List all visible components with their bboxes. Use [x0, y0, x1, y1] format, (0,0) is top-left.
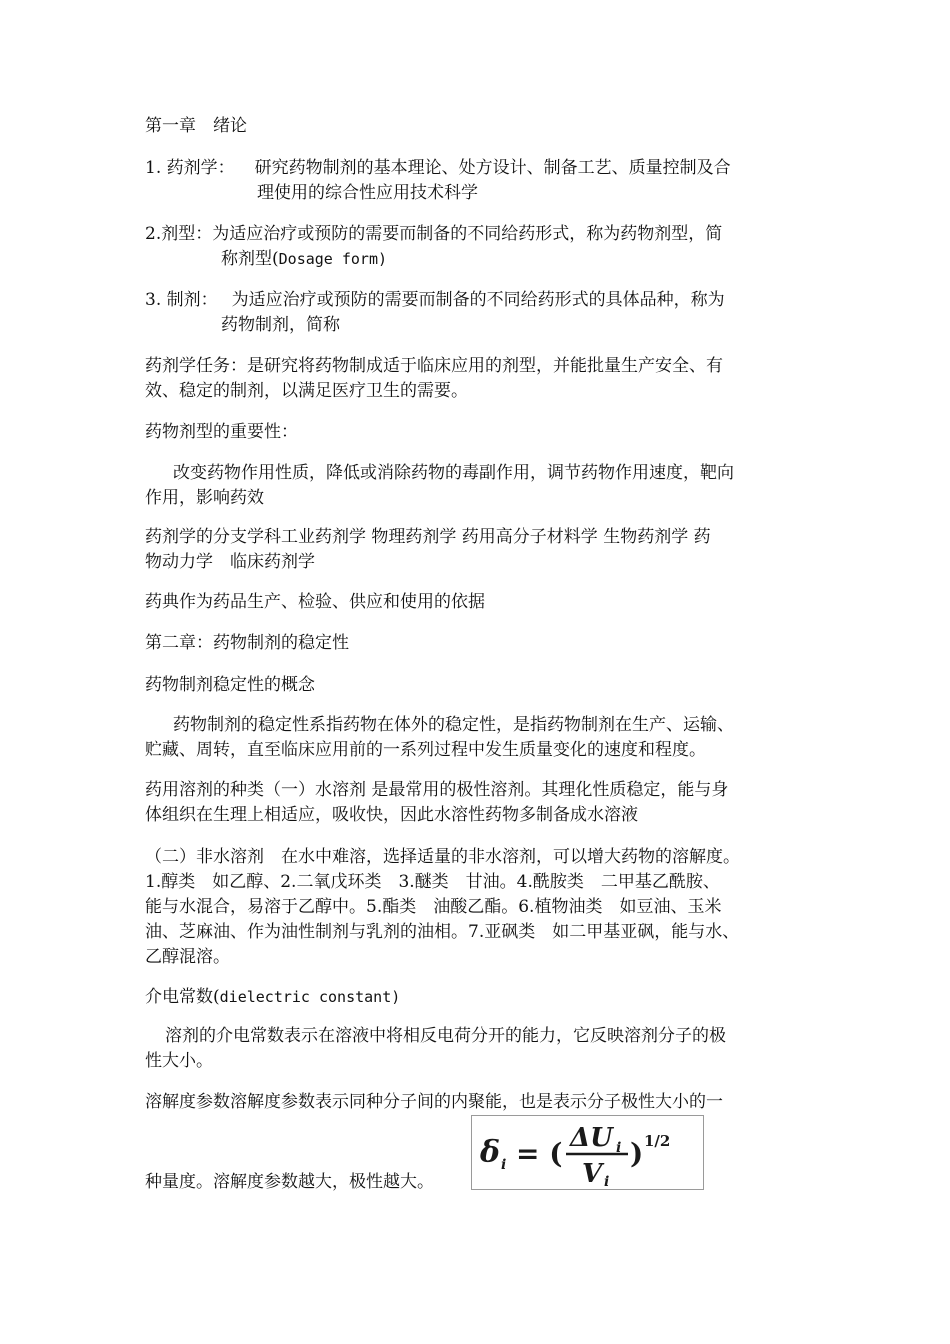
dielectric-heading: 介电常数(dielectric constant)	[145, 987, 401, 1007]
formula-close-paren: )	[630, 1137, 644, 1170]
pharmacopoeia-text: 药典作为药品生产、检验、供应和使用的依据	[145, 592, 485, 612]
chapter2-title: 第二章：药物制剂的稳定性	[145, 633, 349, 653]
solubility-parameter-line2: 种量度。溶解度参数越大，极性越大。	[145, 1172, 434, 1192]
formula-numerator: ΔU	[570, 1123, 613, 1153]
definition-number: 1. 药剂学：	[145, 158, 235, 178]
definition-pharmaceutics: 1. 药剂学： 研究药物制剂的基本理论、处方设计、制备工艺、质量控制及合 理使用的综合性应用技术科学	[145, 158, 731, 203]
importance-paragraph: 改变药物作用性质，降低或消除药物的毒副作用，调节药物作用速度，靶向 作用，影响药效	[145, 463, 734, 508]
definition-preparation: 3. 制剂： 为适应治疗或预防的需要而制备的不同给药形式的具体品种，称为 药物制剂，简称	[145, 290, 725, 335]
nonaqueous-paragraph: （二）非水溶剂 在水中难溶，选择适量的非水溶剂，可以增大药物的溶解度。 1.醇类 如乙醇、2.二氧戊环类 3.醚类 甘油。4.酰胺类 二甲基乙酰胺、 能与水混合，易溶于乙醇中。5.酯类 油酸乙酯。6.植物油类 如豆油、玉米 油、芝麻油、作为油性制剂与乳剂的油相。7.亚砜类 如二甲基亚砜，能与水、 乙醇混溶。	[145, 847, 740, 967]
definition-number: 3. 制剂：	[145, 290, 218, 310]
formula-delta-subscript: i	[501, 1157, 507, 1173]
formula-denominator: V	[582, 1159, 603, 1189]
pharmaceutics-task: 药剂学任务：是研究将药物制成适于临床应用的剂型，并能批量生产安全、有 效、稳定的制剂，以满足医疗卫生的需要。	[145, 356, 723, 401]
stability-heading: 药物制剂稳定性的概念	[145, 675, 315, 695]
chapter1-title: 第一章 绪论	[145, 116, 247, 136]
branches-paragraph: 药剂学的分支学科工业药剂学 物理药剂学 药用高分子材料学 生物药剂学 药 物动力学 临床药剂学	[145, 527, 711, 572]
definition-dosage-form: 2.剂型：为适应治疗或预防的需要而制备的不同给药形式，称为药物剂型，简 称剂型(Dosage form)	[145, 224, 723, 269]
formula-equals: = (	[516, 1137, 563, 1170]
solvents-paragraph: 药用溶剂的种类（一）水溶剂 是最常用的极性溶剂。其理化性质稳定，能与身 体组织在生理上相适应，吸收快，因此水溶性药物多制备成水溶液	[145, 780, 729, 825]
formula-graphic	[472, 1116, 703, 1189]
solubility-parameter-formula	[471, 1115, 704, 1190]
importance-heading: 药物剂型的重要性：	[145, 422, 298, 442]
definition-number: 2.剂型：	[145, 224, 213, 244]
formula-exponent: 1/2	[644, 1132, 671, 1150]
formula-denominator-subscript: i	[604, 1174, 610, 1189]
formula-numerator-subscript: i	[616, 1140, 622, 1156]
dielectric-paragraph: 溶剂的介电常数表示在溶液中将相反电荷分开的能力，它反映溶剂分子的极 性大小。	[145, 1026, 726, 1071]
formula-delta: δ	[480, 1135, 501, 1170]
solubility-parameter-line1: 溶解度参数溶解度参数表示同种分子间的内聚能，也是表示分子极性大小的一	[145, 1092, 723, 1112]
stability-paragraph: 药物制剂的稳定性系指药物在体外的稳定性，是指药物制剂在生产、运输、 贮藏、周转，直至临床应用前的一系列过程中发生质量变化的速度和程度。	[145, 715, 734, 760]
